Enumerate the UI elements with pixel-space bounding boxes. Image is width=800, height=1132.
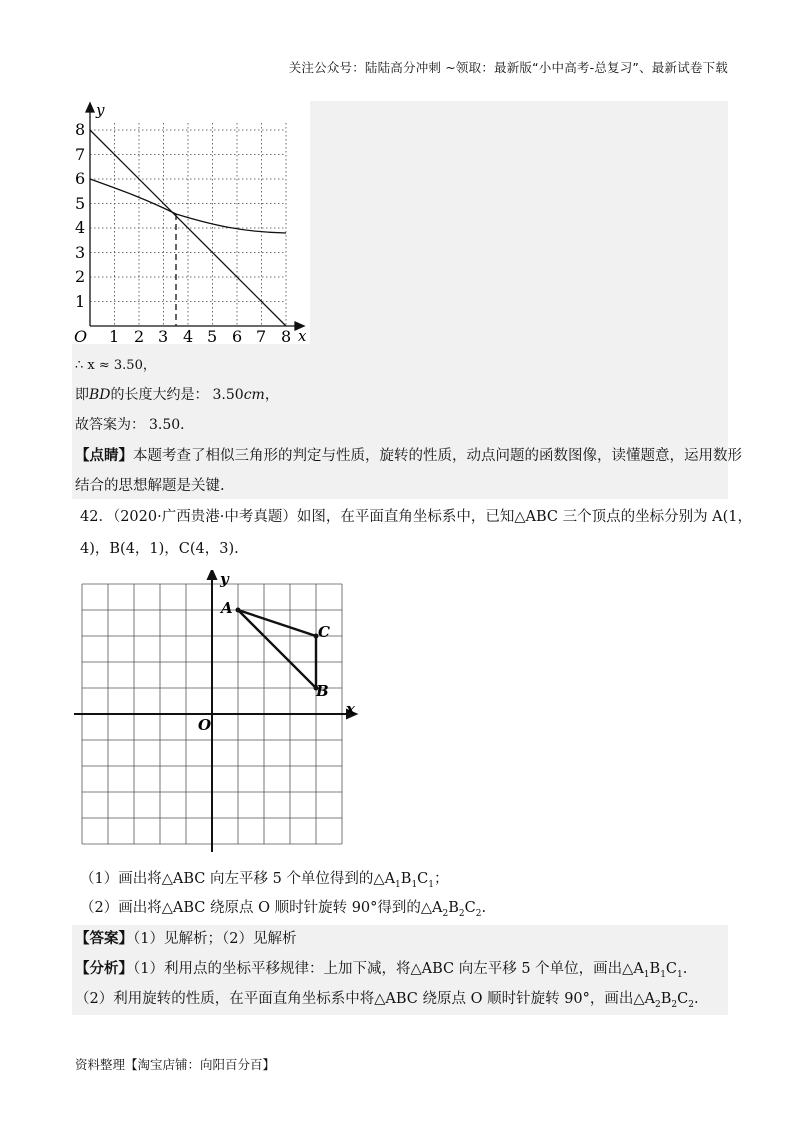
- point-b-label: B: [316, 682, 329, 700]
- triangle-abc: [238, 610, 316, 688]
- subquestion-1-text: （1）画出将△ABC 向左平移 5 个单位得到的△A: [80, 871, 396, 887]
- solution-line-3-prefix: 故答案为：: [75, 417, 145, 433]
- answer-line: [75, 929, 296, 949]
- function-graph-svg: [72, 101, 310, 344]
- graph1-y-arrow: [86, 103, 94, 112]
- analysis-label: 【分析】: [75, 960, 133, 977]
- question-42-line-1: 42．（2020·广西贵港·中考真题）如图，在平面直角坐标系中，已知△ABC 三个顶点的坐标分别为 A(1，: [80, 509, 753, 525]
- subscript: 2: [442, 908, 449, 919]
- subscript: 1: [411, 879, 418, 890]
- subquestion-1-b: B: [400, 871, 412, 887]
- subscript: 1: [643, 969, 650, 980]
- solution-comment-2: 结合的思想解题是关键.: [75, 478, 225, 494]
- subscript: 1: [677, 969, 683, 980]
- graph1-x-tick: 5: [207, 327, 218, 344]
- subscript: 1: [660, 969, 666, 980]
- graph2-origin: O: [198, 716, 212, 734]
- page-header: 关注公众号：陆陆高分冲刺 ~领取：最新版“小中高考-总复习”、最新试卷下载: [288, 60, 728, 75]
- solution-comment-1: [75, 446, 742, 466]
- graph2-y-arrow: [208, 570, 216, 579]
- graph1-x-tick: 3: [158, 327, 169, 344]
- subquestion-2-text: （2）画出将△ABC 绕原点 O 顺时针旋转 90°得到的△A: [80, 900, 443, 916]
- analysis-b: B: [649, 961, 661, 977]
- solution-answer-value: 3.50: [149, 417, 181, 433]
- answer-text: （1）见解析；（2）见解析: [133, 931, 297, 947]
- analysis-c2: C: [677, 991, 689, 1007]
- question-42-line-2: 4)，B(4，1)，C(4，3).: [80, 541, 239, 557]
- subscript: 1: [428, 879, 435, 890]
- subquestion-2-end: .: [481, 900, 487, 916]
- graph1-x-tick: 6: [232, 327, 243, 344]
- coordinate-grid-svg: [70, 570, 370, 855]
- subscript: 2: [655, 999, 661, 1010]
- point-a-label: A: [221, 599, 233, 617]
- comment-label: 【点睛】: [75, 447, 133, 464]
- coordinate-grid: [70, 570, 370, 855]
- subquestion-2: [80, 897, 486, 925]
- solution-line-3-end: ．: [180, 417, 195, 433]
- graph2-x-label: x: [346, 700, 355, 718]
- solution-bd-unit: cm: [243, 387, 265, 403]
- graph1-x-tick: 7: [256, 327, 267, 344]
- solution-line-3: [75, 415, 194, 435]
- analysis-c: C: [665, 961, 678, 977]
- subscript: 2: [475, 908, 482, 919]
- analysis-b2: B: [660, 991, 672, 1007]
- graph2-y-label: y: [220, 570, 229, 588]
- graph1-y-tick: 1: [75, 292, 86, 311]
- graph1-y-tick: 7: [75, 145, 86, 164]
- analysis-text-2: （2）利用旋转的性质，在平面直角坐标系中将△ABC 绕原点 O 顺时针旋转 90°，画出△A: [75, 991, 656, 1007]
- solution-bd-value: 3.50: [212, 387, 244, 403]
- graph1-grid: [90, 123, 286, 326]
- solution-bd-var: BD: [89, 387, 111, 403]
- graph1-y-tick: 2: [75, 267, 86, 286]
- function-graph: [72, 101, 310, 344]
- subscript: 1: [395, 879, 401, 890]
- page-footer: 资料整理【淘宝店铺：向阳百分百】: [75, 1057, 276, 1072]
- subquestion-2-c: C: [464, 900, 476, 916]
- subscript: 2: [671, 999, 678, 1010]
- graph1-y-tick: 6: [75, 169, 86, 188]
- solution-line-2-prefix: 即: [75, 387, 89, 403]
- graph1-x-tick: 2: [134, 327, 145, 344]
- graph1-y-tick: 3: [75, 243, 86, 262]
- analysis-end-2: .: [693, 991, 699, 1007]
- analysis-end: .: [682, 961, 688, 977]
- graph1-x-tick: 8: [281, 327, 292, 344]
- subquestion-1-c: C: [417, 871, 429, 887]
- answer-label: 【答案】: [75, 930, 133, 947]
- subquestion-1-end: ；: [434, 871, 449, 887]
- graph1-x-tick: 1: [109, 327, 120, 344]
- graph1-x-label: x: [298, 327, 307, 344]
- graph1-y-label: y: [96, 101, 105, 119]
- analysis-line-2: [75, 989, 699, 1015]
- comment-text-1: 本题考查了相似三角形的判定与性质，旋转的性质，动点问题的函数图像，读懂题意，运用数形: [133, 448, 742, 464]
- graph1-origin: O: [74, 327, 88, 344]
- subquestion-2-b: B: [448, 900, 459, 916]
- analysis-line-1: [75, 959, 687, 985]
- solution-line-2-mid: 的长度大约是：: [110, 387, 209, 403]
- subscript: 2: [458, 908, 465, 919]
- graph1-y-tick: 5: [75, 194, 86, 213]
- graph1-x-tick: 4: [183, 327, 194, 344]
- solution-line-1: ∴ x ≈ 3.50，: [75, 358, 156, 373]
- graph1-y-tick: 4: [75, 218, 86, 237]
- point-c-label: C: [318, 623, 330, 641]
- analysis-text-1: （1）利用点的坐标平移规律：上加下减，将△ABC 向左平移 5 个单位，画出△A: [133, 961, 644, 977]
- solution-line-2-end: ，: [264, 387, 279, 403]
- graph1-y-tick: 8: [75, 120, 86, 139]
- solution-line-2: [75, 385, 279, 405]
- subscript: 2: [688, 999, 694, 1010]
- point-a-dot: [236, 608, 241, 613]
- graph1-y-ticks: [75, 120, 85, 311]
- graph1-x-ticks: [109, 327, 291, 344]
- subquestion-1: [80, 868, 449, 896]
